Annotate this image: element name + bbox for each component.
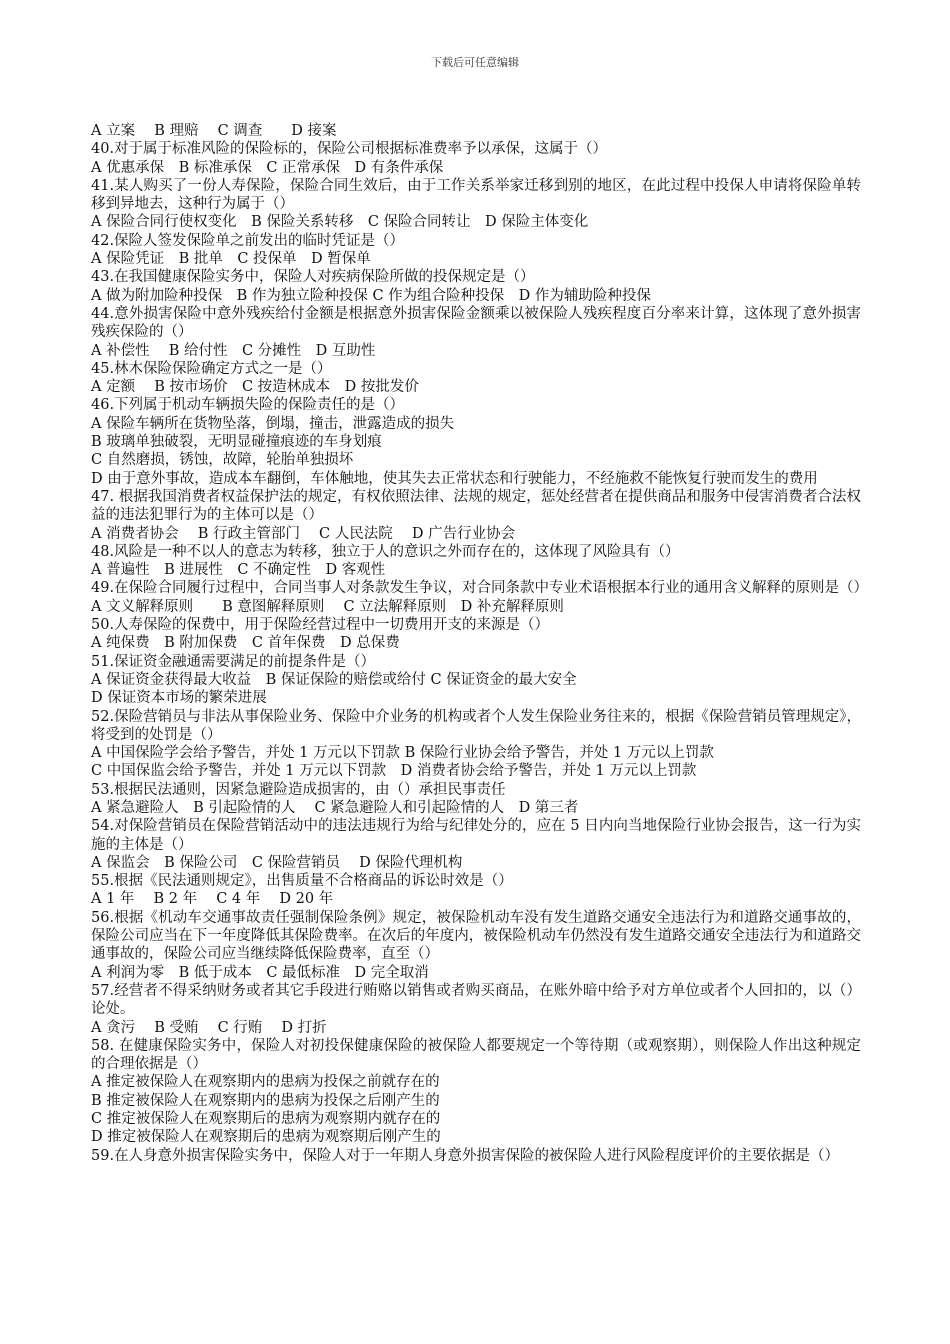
page-header: 下载后可任意编辑 bbox=[431, 56, 519, 69]
options-50: A 纯保费 B 附加保费 C 首年保费 D 总保费 bbox=[91, 635, 400, 652]
question-59: 59.在人身意外损害保险实务中，保险人对于一年期人身意外损害保险的被保险人进行风险程度评价的主要依据是（） bbox=[91, 1147, 840, 1164]
question-56: 56.根据《机动车交通事故责任强制保险条例》规定，被保险机动车没有发生道路交通安全违法行为和道路交通事故的，保险公司应当在下一年度降低其保险费率。在次后的年度内，被保险机动车仍然没有发生道路交通安全违法行为和道路交通事故的，保险公司应当继续降低保险费率，直至（） bbox=[91, 909, 861, 963]
options-42: A 保险凭证 B 批单 C 投保单 D 暂保单 bbox=[91, 251, 371, 268]
options-53: A 紧急避险人 B 引起险情的人 C 紧急避险人和引起险情的人 D 第三者 bbox=[91, 799, 579, 816]
question-50: 50.人寿保险的保费中，用于保险经营过程中一切费用开支的来源是（） bbox=[91, 617, 550, 634]
options-52-cd: C 中国保监会给予警告，并处 1 万元以下罚款 D 消费者协会给予警告，并处 1 万元以上罚款 bbox=[91, 763, 697, 780]
option-58-a: A 推定被保险人在观察期内的患病为投保之前就存在的 bbox=[91, 1074, 440, 1091]
question-45: 45.林木保险保险确定方式之一是（） bbox=[91, 360, 332, 377]
options-56: A 利润为零 B 低于成本 C 最低标准 D 完全取消 bbox=[91, 964, 429, 981]
question-48: 48.风险是一种不以人的意志为转移，独立于人的意识之外而存在的，这体现了风险具有（） bbox=[91, 543, 680, 560]
question-55: 55.根据《民法通则规定》，出售质量不合格商品的诉讼时效是（） bbox=[91, 873, 513, 890]
option-46-b: B 玻璃单独破裂，无明显碰撞痕迹的车身划痕 bbox=[91, 434, 382, 451]
options-47: A 消费者协会 B 行政主管部门 C 人民法院 D 广告行业协会 bbox=[91, 525, 516, 542]
option-58-c: C 推定被保险人在观察期后的患病为观察期内就存在的 bbox=[91, 1111, 441, 1128]
question-58: 58. 在健康保险实务中，保险人对初投保健康保险的被保险人都要规定一个等待期（或观察期），则保险人作出这种规定的合理依据是（） bbox=[91, 1037, 861, 1073]
question-47: 47. 根据我国消费者权益保护法的规定，有权依照法律、法规的规定，惩处经营者在提供商品和服务中侵害消费者合法权益的违法犯罪行为的主体可以是（） bbox=[91, 488, 861, 524]
question-51: 51.保证资金融通需要满足的前提条件是（） bbox=[91, 653, 376, 670]
option-46-d: D 由于意外事故，造成本车翻倒，车体触地，使其失去正常状态和行驶能力，不经施救不能恢复行驶而发生的费用 bbox=[91, 470, 818, 487]
options-45: A 定额 B 按市场价 C 按造林成本 D 按批发价 bbox=[91, 379, 419, 396]
options-54: A 保监会 B 保险公司 C 保险营销员 D 保险代理机构 bbox=[91, 854, 463, 871]
question-49: 49.在保险合同履行过程中，合同当事人对条款发生争议，对合同条款中专业术语根据本行业的通用含义解释的原则是（） bbox=[91, 580, 869, 597]
question-42: 42.保险人签发保险单之前发出的临时凭证是（） bbox=[91, 232, 405, 249]
document-body bbox=[91, 122, 869, 1165]
text-line: A 立案 B 理赔 C 调查 D 接案 bbox=[91, 123, 337, 139]
option-58-d: D 推定被保险人在观察期后的患病为观察期后刚产生的 bbox=[91, 1129, 441, 1146]
options-55: A 1 年 B 2 年 C 4 年 D 20 年 bbox=[91, 891, 334, 908]
option-46-c: C 自然磨损，锈蚀，故障，轮胎单独损坏 bbox=[91, 452, 354, 469]
question-40: 40.对于属于标准风险的保险标的，保险公司根据标准费率予以承保，这属于（） bbox=[91, 141, 608, 158]
options-41: A 保险合同行使权变化 B 保险关系转移 C 保险合同转让 D 保险主体变化 bbox=[91, 214, 589, 231]
options-48: A 普遍性 B 进展性 C 不确定性 D 客观性 bbox=[91, 562, 386, 579]
question-44: 44.意外损害保险中意外残疾给付金额是根据意外损害保险金额乘以被保险人残疾程度百分率来计算，这体现了意外损害残疾保险的（） bbox=[91, 305, 861, 341]
options-49: A 文义解释原则 B 意图解释原则 C 立法解释原则 D 补充解释原则 bbox=[91, 598, 564, 615]
question-53: 53.根据民法通则，因紧急避险造成损害的，由（）承担民事责任 bbox=[91, 781, 506, 798]
option-46-a: A 保险车辆所在货物坠落，倒塌，撞击，泄露造成的损失 bbox=[91, 415, 455, 432]
options-44: A 补偿性 B 给付性 C 分摊性 D 互助性 bbox=[91, 342, 376, 359]
options-52-ab: A 中国保险学会给予警告，并处 1 万元以下罚款 B 保险行业协会给予警告，并处 1 万元以上罚款 bbox=[91, 745, 714, 762]
question-54: 54.对保险营销员在保险营销活动中的违法违规行为给与纪律处分的，应在 5 日内向当地保险行业协会报告，这一行为实施的主体是（） bbox=[91, 818, 861, 853]
question-41: 41.某人购买了一份人寿保险，保险合同生效后，由于工作关系举家迁移到别的地区，在此过程中投保人申请将保险单转移到异地去，这种行为属于（） bbox=[91, 177, 861, 213]
option-58-b: B 推定被保险人在观察期内的患病为投保之后刚产生的 bbox=[91, 1092, 440, 1109]
question-57: 57.经营者不得采纳财务或者其它手段进行贿赂以销售或者购买商品，在账外暗中给予对方单位或者个人回扣的，以（）论处。 bbox=[91, 982, 861, 1018]
question-52: 52.保险营销员与非法从事保险业务、保险中介业务的机构或者个人发生保险业务往来的，根据《保险营销员管理规定》，将受到的处罚是（） bbox=[91, 708, 861, 743]
options-43: A 做为附加险种投保 B 作为独立险种投保 C 作为组合险种投保 D 作为辅助险种投保 bbox=[91, 287, 651, 304]
question-43: 43.在我国健康保险实务中，保险人对疾病保险所做的投保规定是（） bbox=[91, 269, 535, 286]
option-51-d: D 保证资本市场的繁荣进展 bbox=[91, 690, 267, 707]
options-40: A 优惠承保 B 标准承保 C 正常承保 D 有条件承保 bbox=[91, 159, 444, 176]
options-51-abc: A 保证资金获得最大收益 B 保证保险的赔偿或给付 C 保证资金的最大安全 bbox=[91, 671, 577, 688]
question-46: 46.下列属于机动车辆损失险的保险责任的是（） bbox=[91, 397, 405, 414]
options-57: A 贪污 B 受贿 C 行贿 D 打折 bbox=[91, 1019, 327, 1036]
